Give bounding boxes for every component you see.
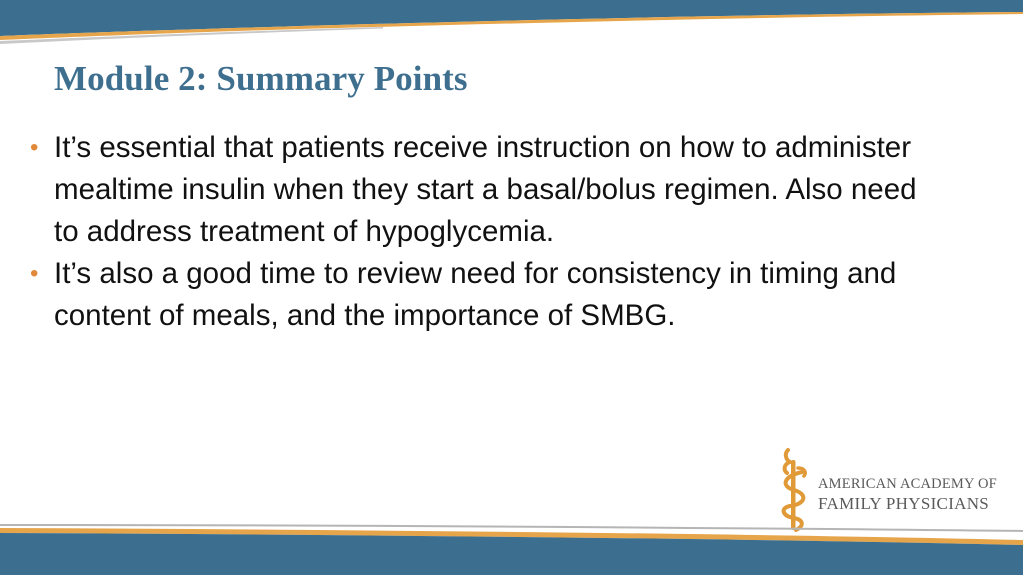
bullet-marker: • bbox=[30, 134, 39, 161]
slide-title: Module 2: Summary Points bbox=[54, 59, 468, 98]
bottom-decorative-band bbox=[0, 505, 1023, 575]
bullet-item bbox=[30, 127, 930, 253]
top-decorative-band bbox=[0, 0, 1023, 50]
logo-line2: FAMILY PHYSICIANS bbox=[818, 494, 990, 513]
bullet-text: It’s essential that patients receive instruction on how to administer mealtime insulin when they start a basal/bolus regimen. Also need to address treatment of hypoglycemia. bbox=[54, 131, 917, 248]
logo-line1: AMERICAN ACADEMY OF bbox=[818, 476, 997, 492]
bullet-text: It’s also a good time to review need for consistency in timing and content of meals, and the importance of SMBG. bbox=[54, 257, 897, 332]
bullet-item bbox=[30, 253, 930, 337]
bullet-list bbox=[30, 127, 930, 337]
bullet-marker: • bbox=[30, 260, 39, 287]
